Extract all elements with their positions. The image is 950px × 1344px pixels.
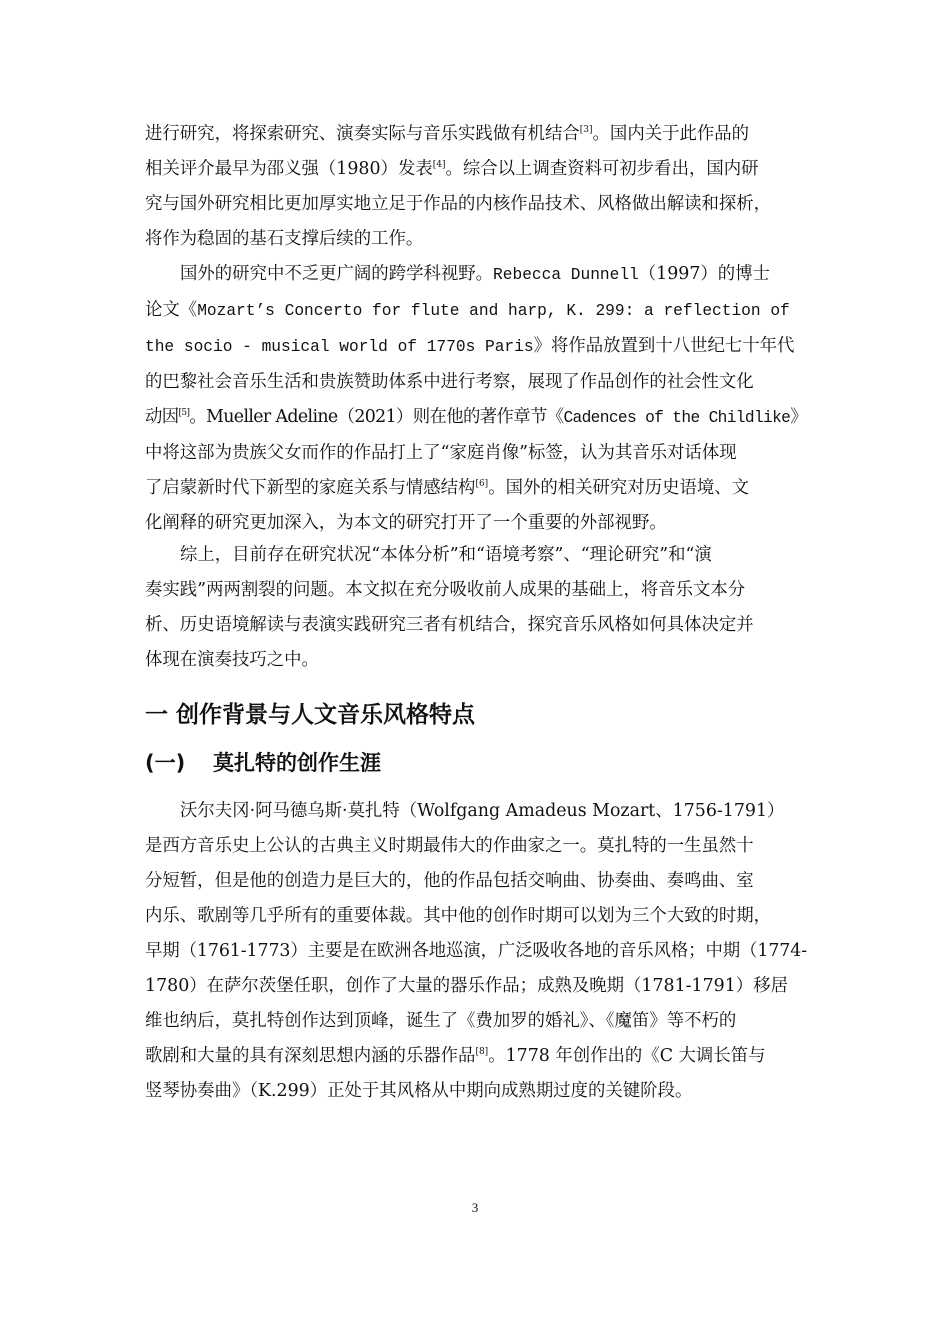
thesis-title: Mozart’s Concerto for flute and harp, K. 299: a reflection of <box>197 302 790 320</box>
text-line: 早期（1761-1773）主要是在欧洲各地巡演，广泛吸收各地的音乐风格；中期（1774- <box>145 941 807 961</box>
text-line: 奏实践”两两割裂的问题。本文拟在充分吸收前人成果的基础上，将音乐文本分 <box>145 580 746 600</box>
citation-ref: [3] <box>579 125 593 135</box>
paragraph-summary <box>145 538 807 678</box>
text-line: 内乐、歌剧等几乎所有的重要体裁。其中他的创作时期可以划为三个大致的时期， <box>145 906 772 926</box>
text-run: 。Mueller Adeline（2021）则在他的著作章节《 <box>189 407 564 427</box>
text-run: 了启蒙新时代下新型的家庭关系与情感结构 <box>145 478 476 498</box>
text-line: 析、历史语境解读与表演实践研究三者有机结合，探究音乐风格如何具体决定并 <box>145 615 754 635</box>
text-line: 竖琴协奏曲》（K.299）正处于其风格从中期向成熟期过度的关键阶段。 <box>145 1081 693 1101</box>
text-line: 综上，目前存在研究状况“本体分析”和“语境考察”、“理论研究”和“演 <box>180 545 712 565</box>
text-line <box>145 257 807 293</box>
text-run: 。1778 年创作出的《C 大调长笛与 <box>488 1046 766 1066</box>
text-run: 》 <box>790 407 807 427</box>
text-run: 论文《 <box>145 300 198 320</box>
text-line: 的巴黎社会音乐生活和贵族赞助体系中进行考察，展现了作品创作的社会性文化 <box>145 372 754 392</box>
text-line: 是西方音乐史上公认的古典主义时期最伟大的作曲家之一。莫扎特的一生虽然十 <box>145 836 754 856</box>
text-line <box>145 117 807 152</box>
text-line: 分短暂，但是他的创造力是巨大的，他的作品包括交响曲、协奏曲、奏鸣曲、室 <box>145 871 754 891</box>
page-number: 3 <box>471 1200 479 1215</box>
text-line <box>145 400 807 436</box>
text-line <box>145 329 807 365</box>
text-run: 。国内关于此作品的 <box>592 124 750 144</box>
subsection-heading <box>145 746 381 780</box>
text-line: 1780）在萨尔茨堡任职，创作了大量的器乐作品；成熟及晚期（1781-1791）移居 <box>145 976 788 996</box>
citation-ref: [4] <box>432 160 446 170</box>
subsection-title: 莫扎特的创作生涯 <box>213 751 381 775</box>
text-line: 化阐释的研究更加深入，为本文的研究打开了一个重要的外部视野。 <box>145 513 667 533</box>
subsection-number: (一) <box>145 751 186 775</box>
text-run: 相关评介最早为邵义强（1980）发表 <box>145 159 433 179</box>
text-run: 。综合以上调查资料可初步看出，国内研 <box>445 159 759 179</box>
text-line: 究与国外研究相比更加厚实地立足于作品的内核作品技术、风格做出解读和探析， <box>145 194 772 214</box>
citation-ref: [6] <box>475 479 489 489</box>
section-heading: 一 创作背景与人文音乐风格特点 <box>145 702 476 728</box>
text-line: 沃尔夫冈·阿马德乌斯·莫扎特（Wolfgang Amadeus Mozart、1756-1791） <box>180 801 785 821</box>
citation-ref: [8] <box>475 1047 489 1057</box>
chapter-title: Cadences of the Childlike <box>563 409 791 427</box>
text-line <box>145 1039 807 1074</box>
text-line <box>145 152 807 187</box>
text-line: 将作为稳固的基石支撑后续的工作。 <box>145 229 424 249</box>
text-line: 维也纳后，莫扎特创作达到顶峰，诞生了《费加罗的婚礼》、《魔笛》等不朽的 <box>145 1011 737 1031</box>
thesis-title: the socio - musical world of 1770s Paris <box>145 338 534 356</box>
paragraph-domestic-research <box>145 117 807 257</box>
text-run: 。国外的相关研究对历史语境、文 <box>488 478 750 498</box>
text-line: 中将这部为贵族父女而作的作品打上了“家庭肖像”标签，认为其音乐对话体现 <box>145 443 737 463</box>
text-run: 》将作品放置到十八世纪七十年代 <box>533 336 795 356</box>
text-line <box>145 293 807 329</box>
author-name: Rebecca Dunnell <box>493 266 639 284</box>
text-run: 国外的研究中不乏更广阔的跨学科视野。 <box>180 264 494 284</box>
text-line <box>145 471 807 506</box>
text-run: 歌剧和大量的具有深刻思想内涵的乐器作品 <box>145 1046 476 1066</box>
text-line: 体现在演奏技巧之中。 <box>145 650 319 670</box>
text-run: 动因 <box>145 407 179 427</box>
paragraph-foreign-research <box>145 257 807 541</box>
citation-ref: [5] <box>178 408 190 418</box>
paragraph-mozart-career <box>145 794 807 1109</box>
text-run: （1997）的博士 <box>638 264 770 284</box>
text-run: 进行研究，将探索研究、演奏实际与音乐实践做有机结合 <box>145 124 580 144</box>
